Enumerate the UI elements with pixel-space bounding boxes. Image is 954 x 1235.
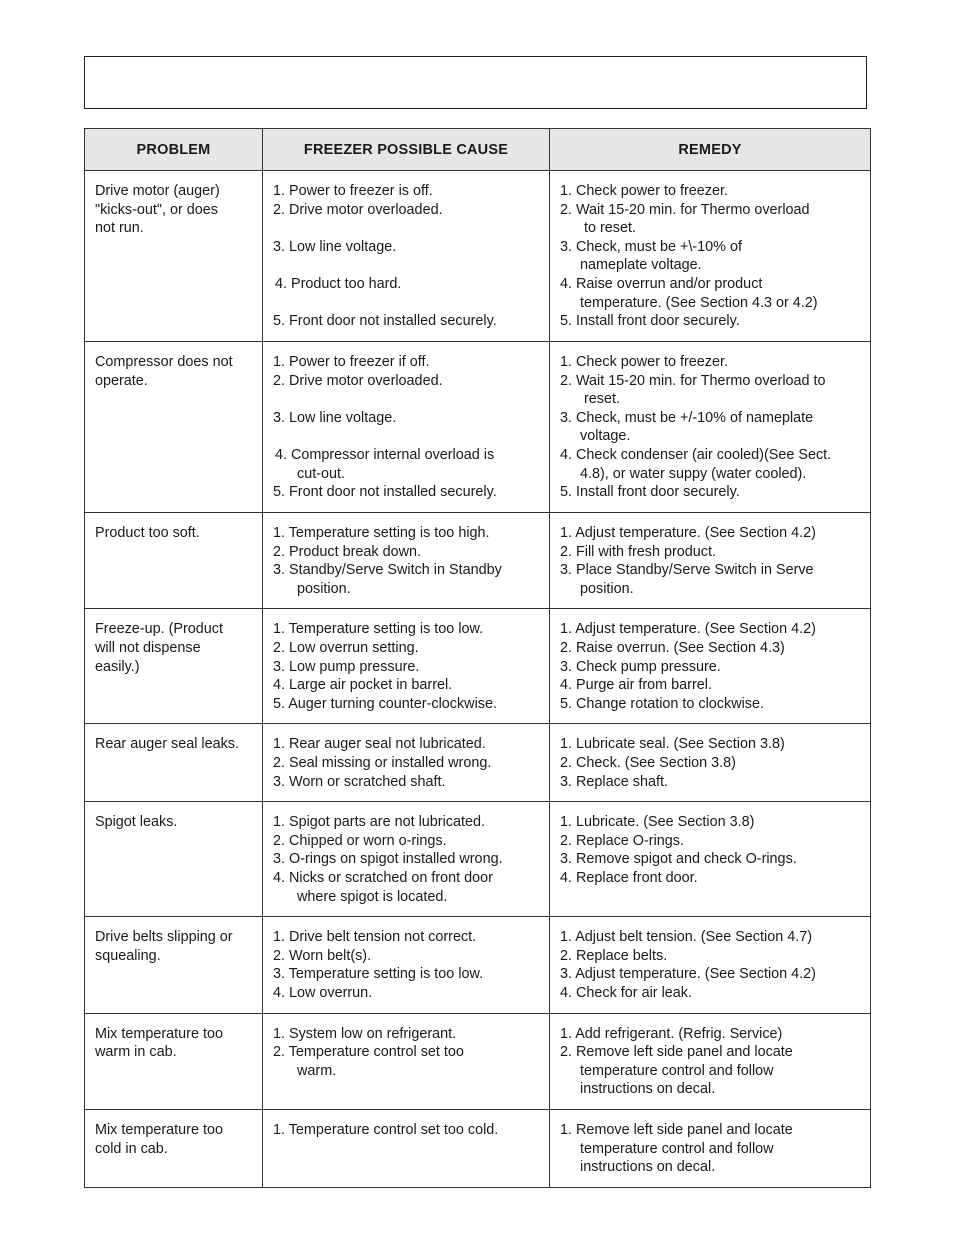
cause-line: 3. Low pump pressure. <box>273 658 420 675</box>
cause-line: 3. Temperature setting is too low. <box>273 966 484 983</box>
cause-cell <box>263 1109 550 1187</box>
cause-cell <box>263 802 550 917</box>
table-header-row <box>85 129 871 171</box>
problem-line: Compressor does not <box>95 354 233 370</box>
remedy-cell <box>550 171 871 342</box>
problem-line: Rear auger seal leaks. <box>95 736 239 753</box>
page-title-box <box>84 56 867 109</box>
remedy-line: reset. <box>584 391 620 408</box>
cause-line: position. <box>297 580 351 597</box>
header-remedy: REMEDY <box>550 129 871 171</box>
table-row <box>85 802 871 917</box>
cause-line: 2. Temperature control set too <box>273 1044 464 1061</box>
cause-cell <box>263 342 550 513</box>
cause-line: 1. System low on refrigerant. <box>273 1025 457 1042</box>
remedy-line: 3. Adjust temperature. (See Section 4.2) <box>560 966 816 983</box>
remedy-line: 1. Add refrigerant. (Refrig. Service) <box>560 1025 783 1042</box>
problem-line: will not dispense <box>95 639 201 656</box>
cause-line <box>273 256 541 275</box>
cause-cell <box>263 1013 550 1109</box>
problem-line: Spigot leaks. <box>95 814 178 831</box>
problem-line: easily.) <box>95 658 140 675</box>
remedy-cell <box>550 724 871 802</box>
problem-cell <box>85 1109 263 1187</box>
problem-cell <box>85 342 263 513</box>
problem-line: "kicks-out", or does <box>95 201 218 218</box>
remedy-cell <box>550 802 871 917</box>
cause-cell <box>263 171 550 342</box>
table-row <box>85 1109 871 1187</box>
cause-line: cut-out. <box>297 465 345 482</box>
cause-line: 1. Power to freezer is off. <box>273 183 433 199</box>
cause-line: 4. Large air pocket in barrel. <box>273 677 453 694</box>
table-row <box>85 1013 871 1109</box>
remedy-line: 4. Check condenser (air cooled)(See Sect. <box>560 446 832 463</box>
remedy-line: 3. Remove spigot and check O-rings. <box>560 851 797 868</box>
cause-line <box>273 294 541 313</box>
cause-line: 1. Spigot parts are not lubricated. <box>273 814 485 831</box>
cause-cell <box>263 917 550 1013</box>
remedy-line: 5. Install front door securely. <box>560 484 740 501</box>
remedy-line: 4.8), or water suppy (water cooled). <box>580 465 807 482</box>
problem-line: cold in cab. <box>95 1140 168 1157</box>
cause-line: 2. Drive motor overloaded. <box>273 201 443 218</box>
problem-line: Mix temperature too <box>95 1025 223 1042</box>
problem-line: not run. <box>95 220 144 237</box>
remedy-line: 4. Purge air from barrel. <box>560 677 712 694</box>
remedy-line: voltage. <box>580 428 631 445</box>
problem-cell <box>85 724 263 802</box>
remedy-line: 3. Check pump pressure. <box>560 658 721 675</box>
remedy-line: 2. Replace belts. <box>560 947 668 964</box>
remedy-line: temperature control and follow <box>580 1140 774 1157</box>
cause-line <box>273 427 541 446</box>
cause-cell <box>263 609 550 724</box>
remedy-line: 4. Raise overrun and/or product <box>560 275 763 292</box>
remedy-line: 5. Change rotation to clockwise. <box>560 695 764 712</box>
remedy-line: 2. Check. (See Section 3.8) <box>560 754 736 771</box>
cause-cell <box>263 513 550 609</box>
cause-line: 4. Low overrun. <box>273 984 373 1001</box>
remedy-line: nameplate voltage. <box>580 257 702 274</box>
remedy-line: 1. Check power to freezer. <box>560 354 728 370</box>
cause-line: 2. Seal missing or installed wrong. <box>273 754 492 771</box>
remedy-line: 3. Replace shaft. <box>560 773 668 790</box>
cause-line: 3. Low line voltage. <box>273 238 397 255</box>
problem-line: Drive motor (auger) <box>95 183 220 199</box>
remedy-line: 3. Check, must be +/-10% of nameplate <box>560 409 814 426</box>
cause-line: 5. Front door not installed securely. <box>273 313 497 330</box>
cause-line: 3. Worn or scratched shaft. <box>273 773 446 790</box>
cause-line: 2. Drive motor overloaded. <box>273 372 443 389</box>
problem-line: squealing. <box>95 947 161 964</box>
cause-line: 1. Power to freezer if off. <box>273 354 430 370</box>
cause-line: 1. Temperature control set too cold. <box>273 1121 499 1138</box>
cause-line: warm. <box>297 1062 337 1079</box>
cause-line: 1. Drive belt tension not correct. <box>273 929 477 946</box>
table-row <box>85 342 871 513</box>
problem-line: operate. <box>95 372 148 389</box>
cause-line: 5. Auger turning counter-clockwise. <box>273 695 497 712</box>
remedy-line: 5. Install front door securely. <box>560 313 740 330</box>
problem-line: Freeze-up. (Product <box>95 621 223 638</box>
remedy-line: instructions on decal. <box>580 1081 716 1098</box>
remedy-line: temperature control and follow <box>580 1062 774 1079</box>
remedy-cell <box>550 342 871 513</box>
remedy-line: 3. Check, must be +\-10% of <box>560 238 742 255</box>
remedy-cell <box>550 609 871 724</box>
problem-line: Drive belts slipping or <box>95 929 233 946</box>
cause-line <box>273 390 541 409</box>
troubleshooting-table <box>84 128 871 1188</box>
cause-line <box>273 219 541 238</box>
table-row <box>85 513 871 609</box>
remedy-line: 2. Remove left side panel and locate <box>560 1044 793 1061</box>
cause-line: 1. Temperature setting is too low. <box>273 621 484 638</box>
cause-line: 3. Low line voltage. <box>273 409 397 426</box>
problem-cell <box>85 802 263 917</box>
problem-cell <box>85 513 263 609</box>
cause-line: 2. Chipped or worn o-rings. <box>273 832 447 849</box>
cause-line: 2. Product break down. <box>273 543 421 560</box>
remedy-line: 1. Check power to freezer. <box>560 183 728 199</box>
remedy-line: 4. Check for air leak. <box>560 984 692 1001</box>
problem-cell <box>85 609 263 724</box>
problem-cell <box>85 1013 263 1109</box>
cause-line: 3. Standby/Serve Switch in Standby <box>273 562 502 579</box>
remedy-cell <box>550 917 871 1013</box>
remedy-cell <box>550 1013 871 1109</box>
remedy-line: 2. Replace O-rings. <box>560 832 684 849</box>
cause-line: where spigot is located. <box>297 888 448 905</box>
remedy-line: 1. Lubricate. (See Section 3.8) <box>560 814 755 831</box>
remedy-line: 1. Adjust temperature. (See Section 4.2) <box>560 621 816 638</box>
cause-line: 2. Worn belt(s). <box>273 947 372 964</box>
remedy-line: 1. Adjust belt tension. (See Section 4.7) <box>560 929 812 946</box>
remedy-line: 2. Wait 15-20 min. for Thermo overload <box>560 201 810 218</box>
remedy-line: instructions on decal. <box>580 1159 716 1176</box>
header-cause: FREEZER POSSIBLE CAUSE <box>263 129 550 171</box>
remedy-line: 4. Replace front door. <box>560 869 698 886</box>
cause-line: 3. O-rings on spigot installed wrong. <box>273 851 503 868</box>
table-row <box>85 724 871 802</box>
problem-line: warm in cab. <box>95 1044 177 1061</box>
remedy-line: 2. Raise overrun. (See Section 4.3) <box>560 639 785 656</box>
remedy-cell <box>550 1109 871 1187</box>
cause-line: 2. Low overrun setting. <box>273 639 419 656</box>
remedy-line: 2. Fill with fresh product. <box>560 543 716 560</box>
problem-line: Product too soft. <box>95 525 200 541</box>
header-problem: PROBLEM <box>85 129 263 171</box>
cause-line: 1. Temperature setting is too high. <box>273 525 490 541</box>
remedy-line: to reset. <box>584 220 636 237</box>
problem-cell <box>85 917 263 1013</box>
remedy-line: 1. Adjust temperature. (See Section 4.2) <box>560 525 816 541</box>
table-row <box>85 171 871 342</box>
cause-line: 4. Nicks or scratched on front door <box>273 869 493 886</box>
cause-line: 5. Front door not installed securely. <box>273 484 497 501</box>
remedy-cell <box>550 513 871 609</box>
remedy-line: 1. Lubricate seal. (See Section 3.8) <box>560 736 785 753</box>
cause-line: 4. Compressor internal overload is <box>275 446 495 463</box>
problem-line: Mix temperature too <box>95 1121 223 1138</box>
table-row <box>85 609 871 724</box>
cause-line: 1. Rear auger seal not lubricated. <box>273 736 486 753</box>
remedy-line: position. <box>580 580 634 597</box>
problem-cell <box>85 171 263 342</box>
table-row <box>85 917 871 1013</box>
remedy-line: 1. Remove left side panel and locate <box>560 1121 793 1138</box>
cause-cell <box>263 724 550 802</box>
remedy-line: 3. Place Standby/Serve Switch in Serve <box>560 562 814 579</box>
remedy-line: 2. Wait 15-20 min. for Thermo overload to <box>560 372 826 389</box>
cause-line: 4. Product too hard. <box>275 275 402 292</box>
remedy-line: temperature. (See Section 4.3 or 4.2) <box>580 294 818 311</box>
